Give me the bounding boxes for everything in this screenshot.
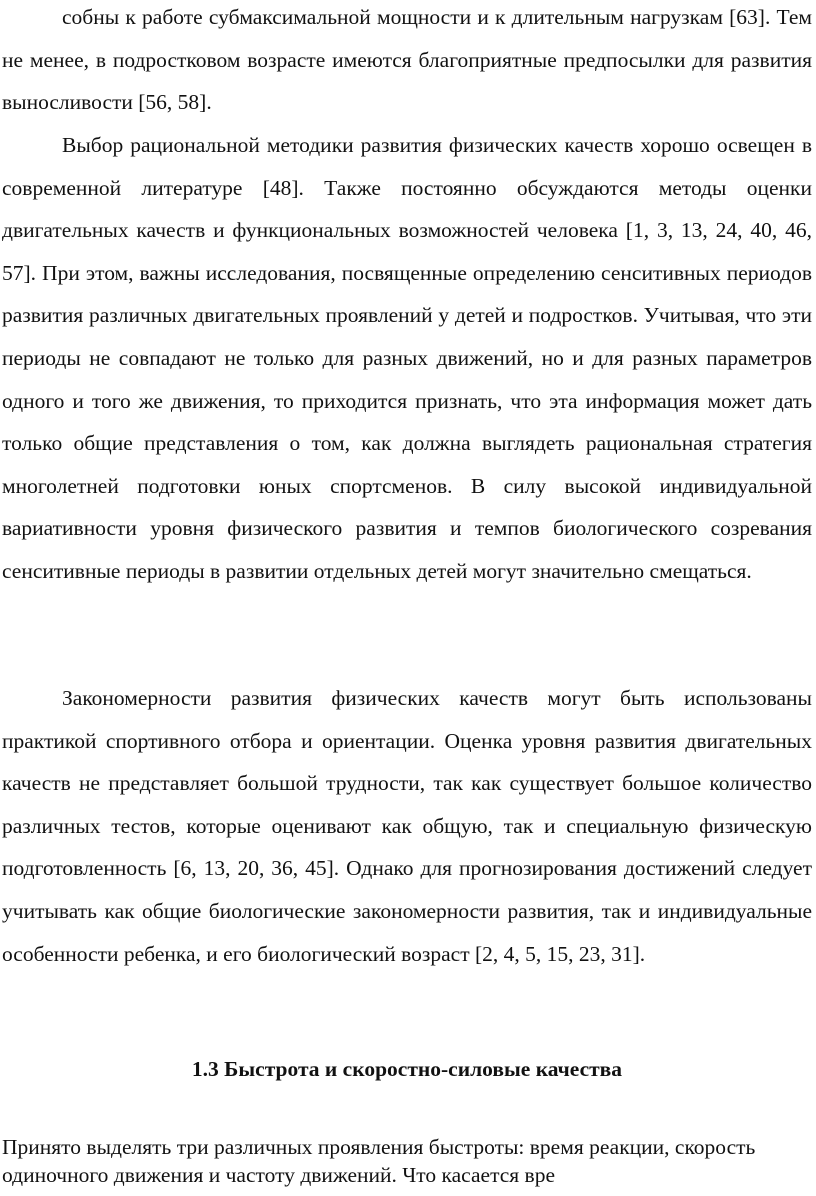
paragraph-sport-selection: Закономерности развития физических качеств могут быть использованы практикой спортивного отбора и ориентации. Оценка уровня развития двигательных качеств не представляет большой трудности, так как существует большое количество различных тестов, которые оценивают как общую, так и специальную физическую подготовленность [6, 13, 20, 36, 45]. Однако для прогнозирования достижений следует учитывать как общие биологические закономерности развития, так и индивидуальные особенности ребенка, и его биологический возраст [2, 4, 5, 15, 23, 31]. <box>2 686 812 966</box>
paragraph-methods-sensitive-periods: Выбор рациональной методики развития физических качеств хорошо освещен в современной литературе [48]. Также постоянно обсуждаются методы оценки двигательных качеств и функциональных возможностей человека [1, 3, 13, 24, 40, 46, 57]. При этом, важны исследования, посвященные определению сенситивных периодов развития различных двигательных проявлений у детей и подростков. Учитывая, что эти периоды не совпадают не только для разных движений, но и для разных параметров одного и того же движения, то приходится признать, что эта информация может дать только общие представления о том, как должна выглядеть рациональная стратегия многолетней подготовки юных спортсменов. В силу высокой индивидуальной вариативности уровня физического развития и темпов биологического созревания сенситивные периоды в развитии отдельных детей могут значительно смещаться. <box>2 133 812 583</box>
section-heading: 1.3 Быстрота и скоростно-силовые качества <box>191 1057 623 1081</box>
paragraph-endurance-continuation: собны к работе субмаксимальной мощности и к длительным нагрузкам [63]. Тем не менее, в подростковом возрасте имеются благоприятные предпосылки для развития выносливости [56, 58]. <box>2 5 812 115</box>
paragraph-speed-intro: Принято выделять три различных проявления быстроты: время реакции, скорость одиночного движения и частоту движений. Что касается вре <box>2 1135 756 1187</box>
